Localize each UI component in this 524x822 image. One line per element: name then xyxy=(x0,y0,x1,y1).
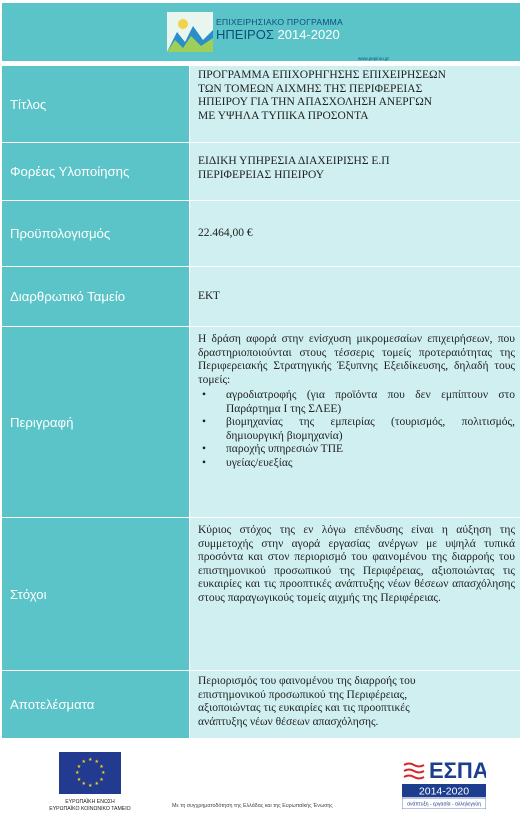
eu-star-icon: ★ xyxy=(88,783,93,789)
espa-years: 2014-2020 xyxy=(418,785,470,798)
label-cell xyxy=(2,201,189,266)
eu-flag-icon xyxy=(59,752,121,794)
budget-amount: 22.464,00 € xyxy=(198,226,253,239)
cofunding-statement: Με τη συγχρηματοδότηση της Ελλάδας και της Ευρωπαϊκής Ένωσης xyxy=(172,803,333,809)
program-header-banner xyxy=(2,3,520,61)
epirus-mountains-logo-icon xyxy=(167,12,213,52)
program-website: www.pepirou.gr xyxy=(358,56,390,61)
title-line: ΠΡΟΓΡΑΜΜΑ ΕΠΙΧΟΡΗΓΗΣΗΣ ΕΠΙΧΕΙΡΗΣΕΩΝ xyxy=(198,69,446,81)
goals-label: Στόχοι xyxy=(10,586,47,602)
label-cell xyxy=(2,671,189,738)
title-line: ΗΠΕΙΡΟΥ ΓΙΑ ΤΗΝ ΑΠΑΣΧΟΛΗΣΗ ΑΝΕΡΓΩΝ xyxy=(198,96,433,108)
eu-star-icon: ★ xyxy=(81,781,86,788)
budget-label: Προϋπολογισμός xyxy=(10,226,111,241)
agency-value xyxy=(190,143,520,200)
eu-star-icon: ★ xyxy=(94,781,99,788)
agency-line: ΠΕΡΙΦΕΡΕΙΑΣ ΗΠΕΙΡΟΥ xyxy=(198,168,325,181)
espa-motto: ανάπτυξη - εργασία - αλληλεγγύη xyxy=(407,801,481,808)
eu-star-icon: ★ xyxy=(76,776,82,783)
eu-star-icon: ★ xyxy=(99,776,104,783)
eu-name: ΕΥΡΩΠΑΪΚΗ ΕΝΩΣΗ xyxy=(65,799,115,805)
fund-name: ΕΚΤ xyxy=(198,289,220,302)
program-name-line: ΕΠΙΧΕΙΡΗΣΙΑΚΟ ΠΡΟΓΡΑΜΜΑ xyxy=(216,17,343,27)
label-cell xyxy=(2,327,189,517)
row-goals xyxy=(2,518,520,670)
goals-value: Κύριος στόχος της εν λόγω επένδυσης είναι η αύξηση της συμμετοχής στην αγορά εργασίας ανέργων με υψηλά τυπικά προσόντα και στον περιορισμό του φαινομένου της διαρροής του επιστημονικού προσωπικού της Περιφέρειας, αξιοποιώντας τις ευκαιρίες και τις προοπτικές ανάπτυξης νέων θέσεων απασχόλησης στους παραγωγικούς τομείς αιχμής της Περιφέρειας. xyxy=(190,518,520,670)
description-intro: Η δράση αφορά στην ενίσχυση μικρομεσαίων επιχειρήσεων, που δραστηριοποιούνται στους τέσσερις τομείς προτεραιότητας της Περιφερειακής Στρατηγικής Έξυπνης Εξειδίκευσης, δηλαδή τους τομείς: xyxy=(198,333,515,386)
title-line: ΜΕ ΥΨΗΛΑ ΤΥΠΙΚΑ ΠΡΟΣΟΝΤΑ xyxy=(198,109,369,122)
eu-star-icon: ★ xyxy=(81,758,86,765)
title-line: ΤΩΝ ΤΟΜΕΩΝ ΑΙΧΜΗΣ ΤΗΣ ΠΕΡΙΦΕΡΕΙΑΣ xyxy=(198,82,423,95)
results-label: Αποτελέσματα xyxy=(10,697,95,712)
eu-star-icon: ★ xyxy=(94,758,99,765)
espa-logo xyxy=(402,753,486,809)
label-cell xyxy=(2,66,189,142)
label-cell xyxy=(2,143,189,200)
description-label: Περιγραφή xyxy=(10,414,74,430)
list-item: • υγείας/ευεξίας xyxy=(198,457,515,471)
results-line: αξιοποιώντας τις ευκαιρίες και τις προοπτικές xyxy=(198,702,410,714)
label-cell xyxy=(2,267,189,326)
fund-value xyxy=(190,267,520,326)
results-line: ανάπτυξης νέων θέσεων απασχόλησης. xyxy=(198,715,379,728)
fund-label: Διαρθρωτικό Ταμείο xyxy=(10,289,126,304)
row-fund xyxy=(2,267,520,326)
eu-star-icon: ★ xyxy=(75,770,80,776)
espa-title: ΕΣΠΑ xyxy=(429,758,486,783)
row-agency xyxy=(2,143,520,200)
program-region: ΗΠΕΙΡΟΣ xyxy=(216,27,274,42)
label-cell xyxy=(2,518,189,670)
results-value xyxy=(190,671,520,738)
eu-star-icon: ★ xyxy=(101,770,106,776)
row-title xyxy=(2,66,520,142)
list-item: • βιομηχανίας της εμπειρίας (τουρισμός, πολιτισμός, δημιουργική βιομηχανία) xyxy=(198,416,515,443)
row-budget xyxy=(2,201,520,266)
espa-logo-icon xyxy=(402,753,486,809)
list-item: • αγροδιατροφής (για προϊόντα που δεν εμπίπτουν στο Παράρτημα Ι της ΣΛΕΕ) xyxy=(198,389,515,416)
row-description xyxy=(2,327,520,517)
eu-fund-name: ΕΥΡΩΠΑΪΚΟ ΚΟΙΝΩΝΙΚΟ ΤΑΜΕΙΟ xyxy=(49,806,131,812)
agency-line: ΕΙΔΙΚΗ ΥΠΗΡΕΣΙΑ ΔΙΑΧΕΙΡΙΣΗΣ Ε.Π xyxy=(198,155,390,167)
title-label: Τίτλος xyxy=(10,96,47,112)
eu-star-icon: ★ xyxy=(99,763,104,770)
eu-star-icon: ★ xyxy=(88,757,93,763)
program-years: 2014-2020 xyxy=(277,27,340,42)
list-item: • παροχής υπηρεσιών ΤΠΕ xyxy=(198,443,515,457)
title-value xyxy=(190,66,520,142)
budget-value xyxy=(190,201,520,266)
program-region-line xyxy=(216,27,340,42)
results-line: επιστημονικού προσωπικού της Περιφέρειας, xyxy=(198,688,408,701)
row-results xyxy=(2,671,520,738)
sector-list xyxy=(198,389,515,470)
eu-star-icon: ★ xyxy=(76,763,82,770)
description-value xyxy=(190,327,520,517)
agency-label: Φορέας Υλοποίησης xyxy=(10,164,130,179)
results-line: Περιορισμός του φαινομένου της διαρροής του xyxy=(198,675,416,687)
